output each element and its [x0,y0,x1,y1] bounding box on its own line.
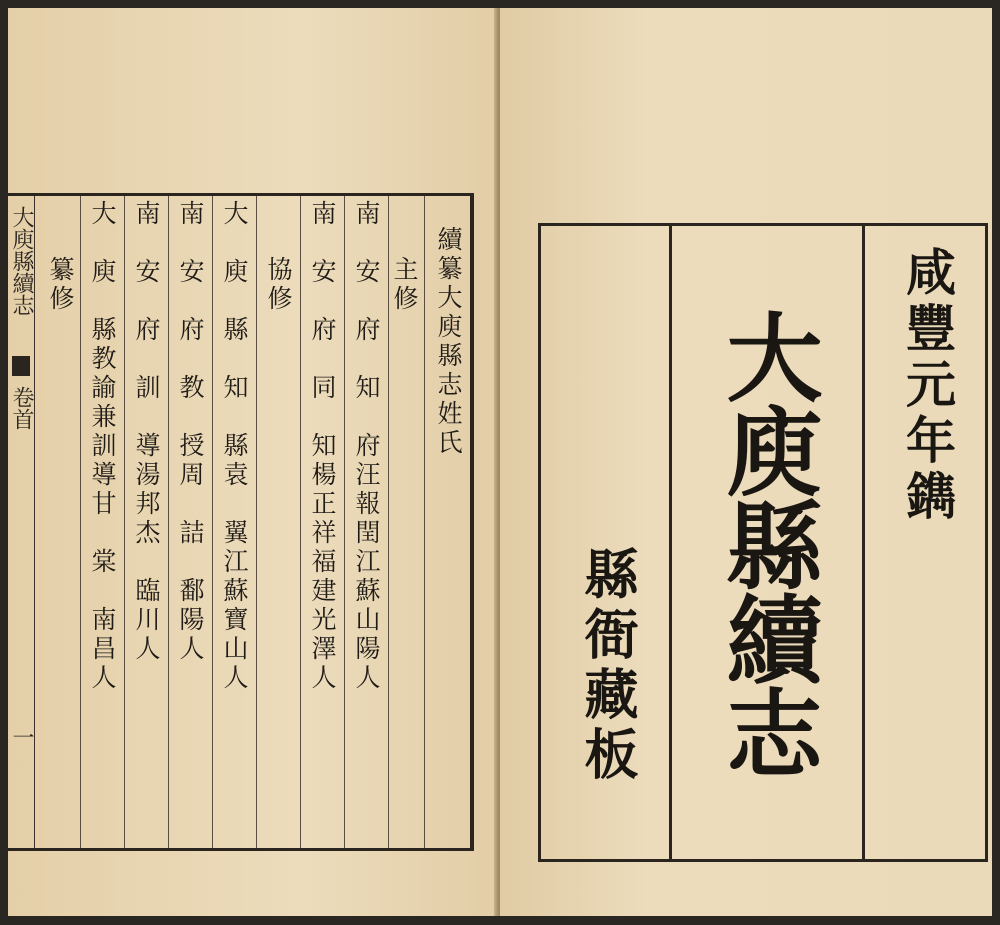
column-tutor: 南 安 府 訓 導湯邦杰 臨川人 [132,200,161,664]
left-page-frame [8,193,474,851]
publisher-mark: 縣衙藏板 [576,546,640,786]
edge-page-number: 一 [9,726,34,748]
column-director: 大 庾 縣教諭兼訓導甘 棠 南昌人 [88,200,117,693]
column-chief-editor: 主修 [390,256,419,314]
edge-title: 大庾縣續志 [9,206,34,316]
column-magistrate: 大 庾 縣 知 縣袁 翼江蘇寶山人 [220,200,249,693]
page-title: 續纂大庾縣志姓氏 [434,226,463,458]
title-frame [538,223,988,862]
right-page [500,8,992,916]
fish-tail-mark [12,356,30,376]
left-page [8,8,498,916]
column-compiler: 纂修 [46,256,75,314]
column-prefect: 南 安 府 知 府汪報閏江蘇山陽人 [352,200,381,693]
book-title: 大庾縣續志 [711,307,824,778]
column-instructor: 南 安 府 教 授周 詰 鄱陽人 [176,200,205,664]
edge-section: 卷首 [9,386,34,430]
fore-edge-margin [8,196,35,848]
column-subprefect: 南 安 府 同 知楊正祥福建光澤人 [308,200,337,693]
title-panel [669,226,865,859]
column-co-editor: 協修 [264,256,293,314]
era-inscription: 咸豐元年鐫 [898,246,957,526]
